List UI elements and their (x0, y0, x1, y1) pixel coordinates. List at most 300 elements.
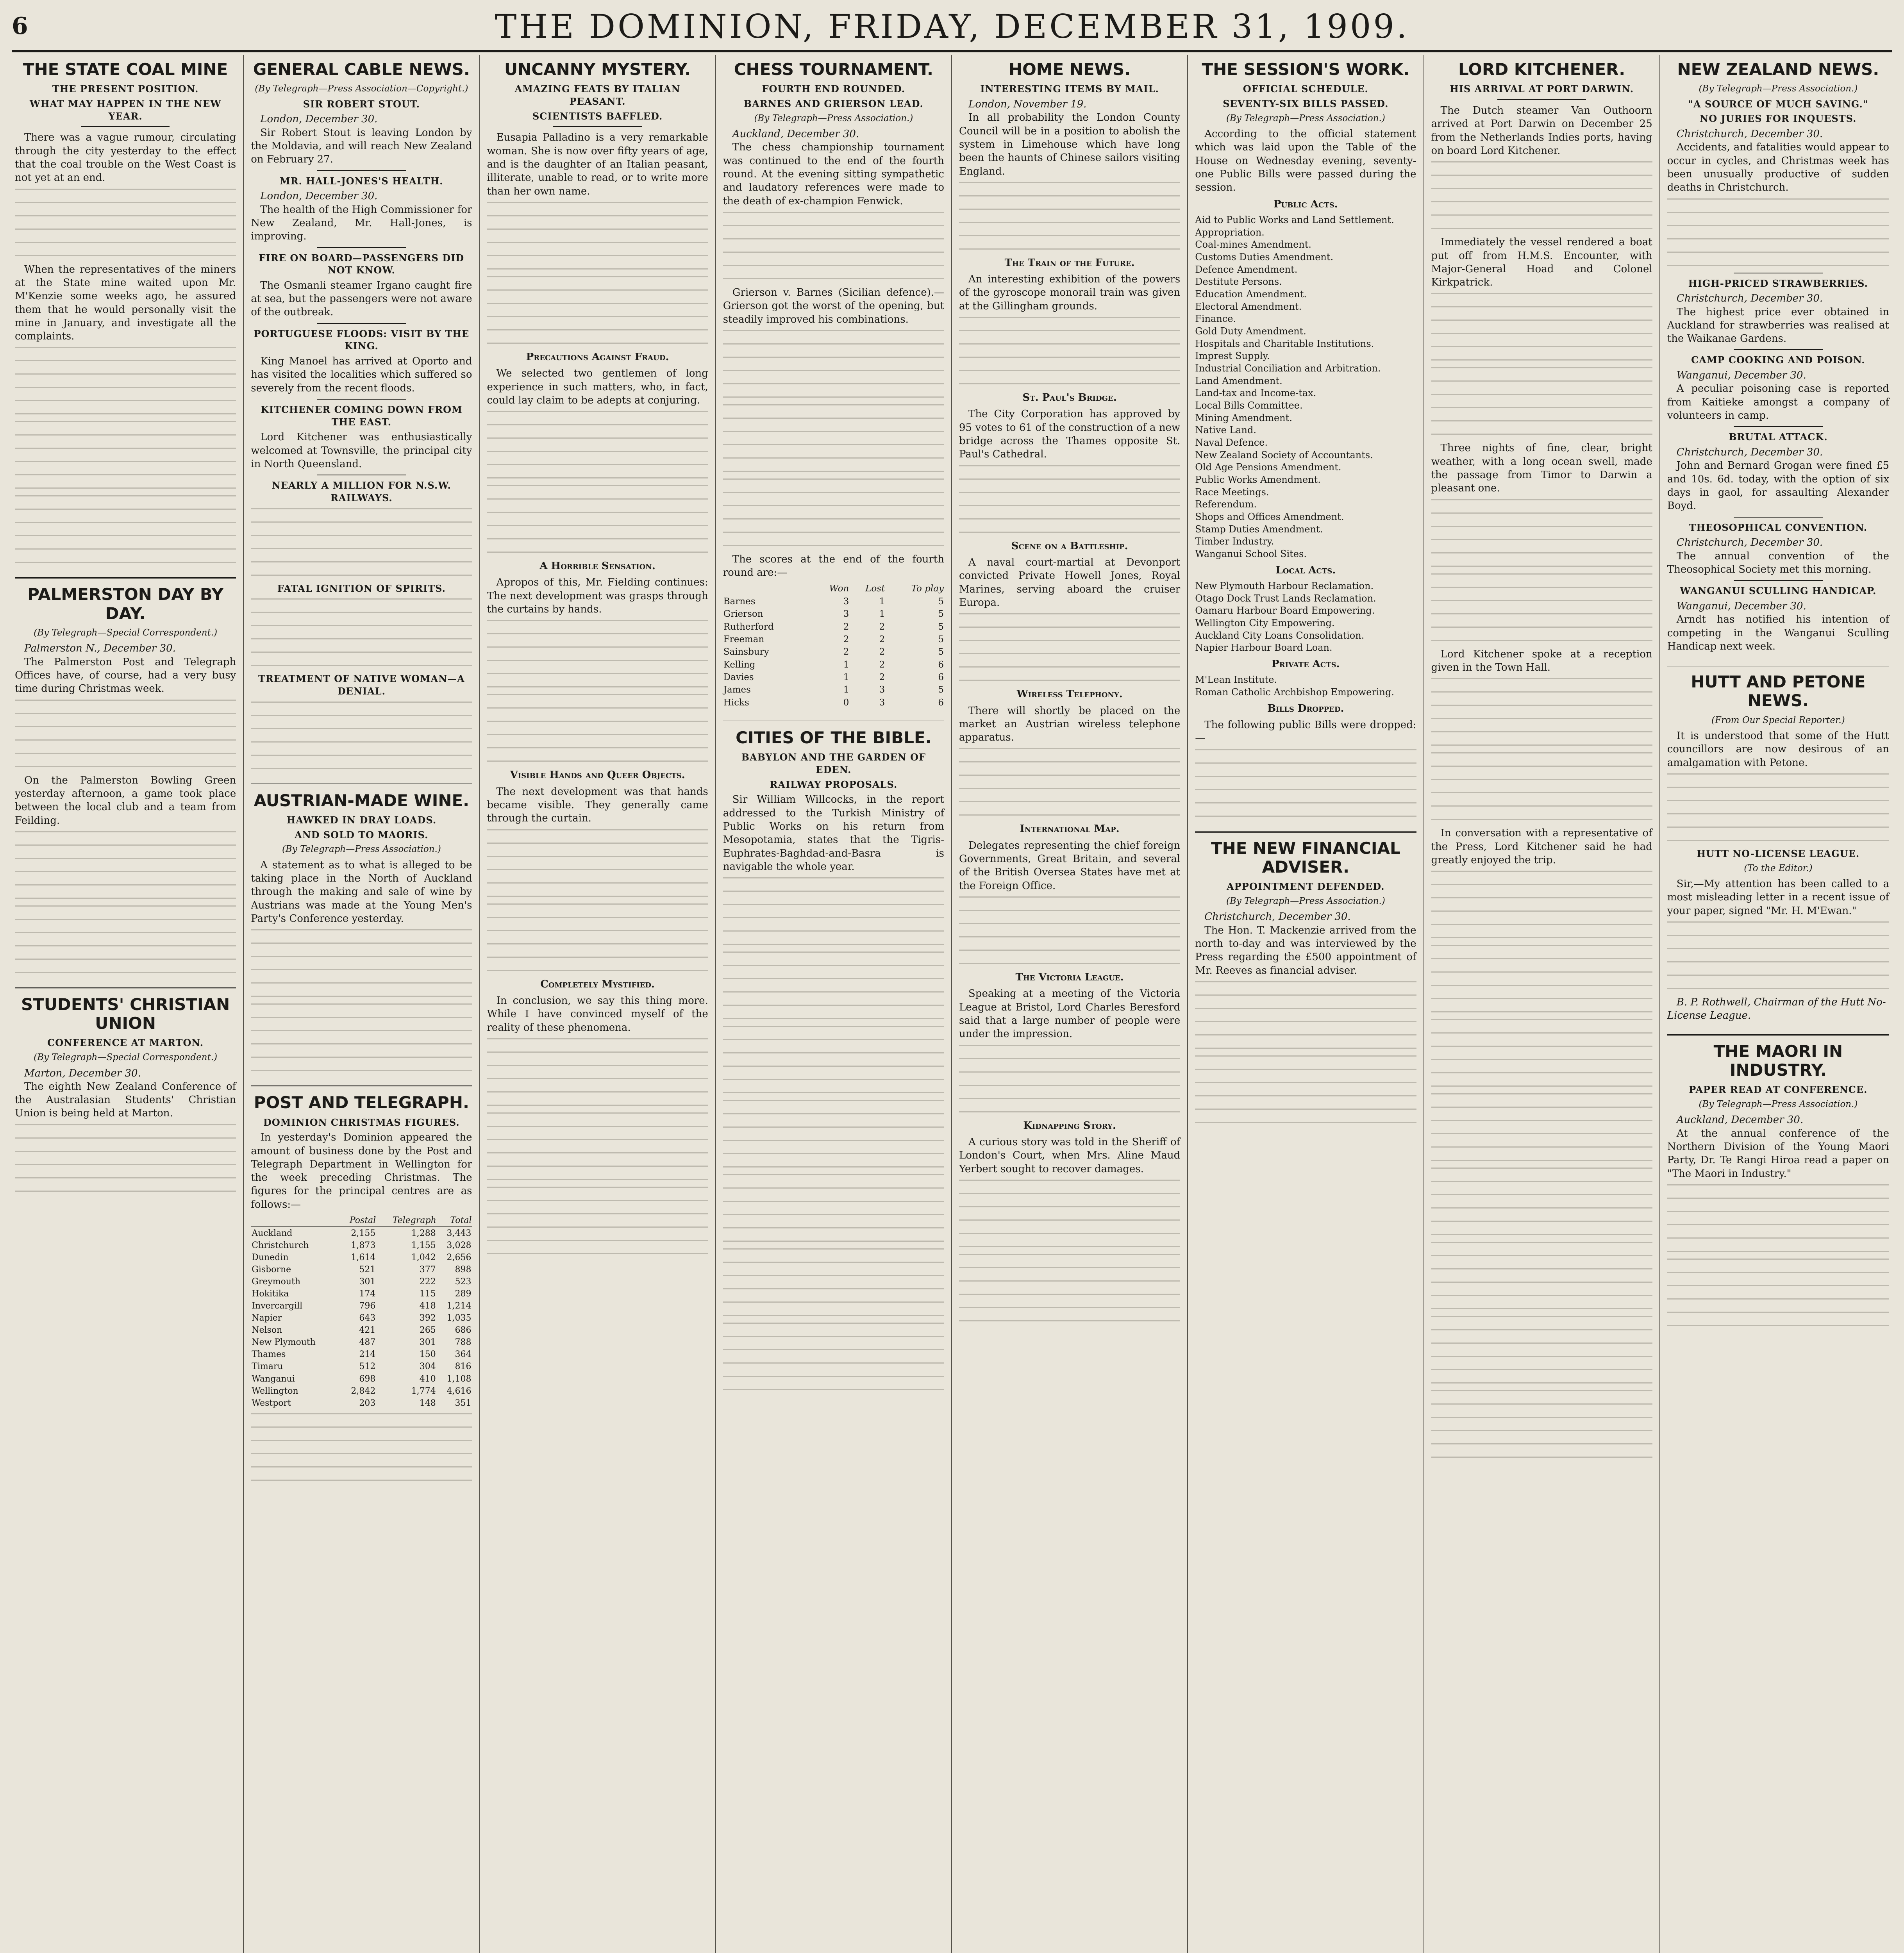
section-divider (15, 987, 236, 989)
table-row (251, 1227, 472, 1239)
table-cell: 5 (938, 634, 944, 644)
list-item: Napier Harbour Board Loan. (1195, 642, 1332, 653)
story-chess-tournament (723, 60, 944, 709)
table-cell: 2 (843, 647, 849, 657)
paragraph: The Osmanli steamer Irgano caught fire at sea, but the passengers were not aware of the outbreak. (251, 279, 472, 318)
list-item: Wanganui School Sites. (1195, 548, 1307, 560)
column-header: Won (829, 584, 849, 594)
list-item: Defence Amendment. (1195, 264, 1298, 275)
section-divider (251, 784, 472, 785)
body-text-lines (15, 421, 236, 491)
paragraph: The Hon. T. Mackenzie arrived from the north to-day and was interviewed by the Press regarding the £500 appointment of Mr. Reeves as financial adviser. (1195, 924, 1416, 976)
subheadline: PAPER READ AT CONFERENCE. (1689, 1084, 1868, 1096)
story-home-news (959, 60, 1180, 1324)
table-cell: 4,616 (447, 1386, 472, 1396)
body-text-lines (723, 212, 944, 282)
story-maori-in-industry (1667, 1042, 1889, 1329)
column-header: Total (437, 1214, 472, 1227)
body-text-lines (723, 952, 944, 1022)
table-row (723, 621, 944, 633)
table-cell: 6 (938, 697, 944, 708)
table-cell: 174 (359, 1289, 376, 1299)
table-cell: 3 (843, 609, 849, 619)
table-row (251, 1264, 472, 1276)
section-head: Scene on a Battleship. (1011, 540, 1128, 552)
paragraph: Three nights of fine, clear, bright weather, with a long ocean swell, made the passage from Timor to Darwin a pleasant one. (1431, 442, 1652, 494)
table-cell: Hicks (723, 697, 749, 708)
table-cell: 0 (843, 697, 849, 708)
story-sessions-work (1195, 60, 1416, 819)
body-text-lines (1431, 1316, 1652, 1386)
headline: PALMERSTON DAY BY DAY. (27, 585, 224, 623)
list-item: New Zealand Society of Accountants. (1195, 449, 1373, 461)
table-row (723, 684, 944, 696)
subheadline: AMAZING FEATS BY ITALIAN PEASANT. (514, 83, 681, 107)
body-text-lines (251, 1003, 472, 1074)
paragraph: According to the official statement which was laid upon the Table of the House on Wednesday evening, seventy-one Public Bills were passed during the session. (1195, 128, 1416, 194)
body-text-lines (487, 694, 708, 764)
table-cell: 5 (938, 609, 944, 619)
paragraph: Sir William Willcocks, in the report addressed to the Turkish Ministry of Public Works on his return from Mesopotamia, states that the Tigris-Euphrates-Baghdad-and-Basra is navigable the whole year. (723, 794, 944, 873)
table-cell: 2 (843, 634, 849, 644)
list-item: Imprest Supply. (1195, 350, 1270, 362)
list-item: Mining Amendment. (1195, 412, 1292, 423)
byline: (By Telegraph—Press Association.) (282, 844, 441, 855)
body-text-lines (959, 465, 1180, 536)
body-text-lines (15, 347, 236, 417)
body-text-lines (723, 478, 944, 549)
table-cell: 301 (419, 1337, 436, 1348)
subheadline: FOURTH END ROUNDED. (762, 83, 906, 95)
body-text-lines (1431, 161, 1652, 232)
paragraph: The next development was that hands became visible. They generally came through the curtain. (487, 785, 708, 825)
table-cell: Freeman (723, 634, 764, 644)
body-text-lines (1431, 1168, 1652, 1238)
dateline: London, December 30. (260, 190, 378, 202)
paragraph: The highest price ever obtained in Auckland for strawberries was realised at the Waikanae Gardens. (1667, 306, 1889, 345)
table-cell: Christchurch (252, 1241, 309, 1251)
table-cell: Kelling (723, 659, 756, 670)
table-cell: 1,288 (411, 1228, 436, 1239)
section-head: The Victoria League. (1015, 971, 1124, 984)
table-cell: Auckland (252, 1228, 293, 1239)
table-row (251, 1251, 472, 1264)
body-text-lines (487, 1112, 708, 1183)
section-head: Bills Dropped. (1267, 702, 1344, 714)
headline: HUTT AND PETONE NEWS. (1691, 672, 1866, 711)
body-text-lines (1431, 367, 1652, 437)
table-cell: 377 (419, 1265, 436, 1275)
paragraph: The following public Bills were dropped:— (1195, 719, 1416, 744)
dateline: Wanganui, December 30. (1676, 600, 1806, 612)
item-head: PORTUGUESE FLOODS: VISIT BY THE KING. (254, 328, 470, 352)
table-cell: 2 (879, 672, 885, 682)
item-subhead: NO JURIES FOR INQUESTS. (1700, 113, 1857, 125)
subheadline: RAILWAY PROPOSALS. (770, 778, 898, 790)
story-new-zealand-news (1667, 60, 1889, 653)
table-cell: 1,108 (447, 1374, 472, 1384)
item-head: HUTT NO-LICENSE LEAGUE. (1697, 848, 1860, 860)
column-header: To play (911, 584, 944, 594)
table-row (251, 1276, 472, 1288)
paragraph: Sir,—My attention has been called to a most misleading letter in a recent issue of your paper, signed "Mr. H. M'Ewan." (1667, 878, 1889, 917)
body-text-lines (959, 182, 1180, 252)
byline: (By Telegraph—Press Association.) (1226, 113, 1385, 123)
subheadline: BARNES AND GRIERSON LEAD. (743, 98, 923, 109)
body-text-lines (15, 831, 236, 902)
list-item: Education Amendment. (1195, 288, 1307, 300)
story-post-and-telegraph (251, 1093, 472, 1483)
dateline: Marton, December 30. (24, 1067, 141, 1079)
table-cell: 2 (879, 621, 885, 632)
table-row (251, 1385, 472, 1397)
paragraph: A curious story was told in the Sheriff of London's Court, when Mrs. Aline Maud Yerbert sought to recover damages. (959, 1136, 1181, 1175)
table-cell: 1,873 (351, 1241, 376, 1251)
list-item: Hospitals and Charitable Institutions. (1195, 338, 1374, 349)
table-cell: Nelson (252, 1325, 282, 1335)
table-cell: Hokitika (252, 1289, 289, 1299)
paragraph: The City Corporation has approved by 95 votes to 61 of the construction of a new bridge across the Thames opposite St. Paul's Cathedral. (959, 408, 1181, 461)
divider (1497, 99, 1586, 100)
divider (317, 323, 406, 324)
dateline: Christchurch, December 30. (1676, 128, 1823, 140)
table-cell: 1,614 (351, 1253, 376, 1263)
list-item: Land Amendment. (1195, 375, 1282, 386)
section-head: Public Acts. (1273, 198, 1338, 210)
body-text-lines (251, 929, 472, 1000)
columns (8, 55, 1896, 1953)
byline: (From Our Special Reporter.) (1711, 715, 1845, 725)
byline: (By Telegraph—Press Association.) (754, 113, 913, 123)
table-cell: 2,656 (447, 1253, 472, 1263)
headline: CHESS TOURNAMENT. (734, 60, 933, 79)
body-text-lines (1431, 678, 1652, 748)
body-text-lines (723, 1174, 944, 1244)
table-cell: 796 (359, 1301, 376, 1311)
divider (317, 170, 406, 171)
table-cell: Westport (252, 1398, 291, 1408)
list-item: M'Lean Institute. (1195, 674, 1277, 686)
table-cell: Gisborne (252, 1265, 291, 1275)
byline: (By Telegraph—Press Association.) (1699, 1099, 1858, 1109)
dateline: Christchurch, December 30. (1676, 293, 1823, 305)
dateline: London, November 19. (968, 98, 1087, 110)
body-text-lines (1431, 1390, 1652, 1460)
list-item: Appropriation. (1195, 227, 1265, 238)
body-text-lines (487, 411, 708, 481)
paragraph: Apropos of this, Mr. Fielding continues: The next development was grasps through the curtains by hands. (487, 577, 708, 616)
body-text-lines (723, 404, 944, 475)
body-text-lines (487, 620, 708, 690)
byline: (By Telegraph—Press Association.) (1699, 84, 1858, 94)
divider (553, 126, 642, 127)
item-head: TREATMENT OF NATIVE WOMAN—A DENIAL. (258, 673, 465, 697)
body-text-lines (487, 1187, 708, 1257)
paragraph: Grierson v. Barnes (Sicilian defence).—Grierson got the worst of the opening, but steadily improved his combinations. (723, 286, 944, 325)
list-item: New Plymouth Harbour Reclamation. (1195, 580, 1374, 591)
section-head: A Horrible Sensation. (539, 560, 656, 572)
body-text-lines (1431, 573, 1652, 644)
table-row (251, 1397, 472, 1409)
table-cell: 5 (938, 621, 944, 632)
subheadline: SEVENTY-SIX BILLS PASSED. (1223, 98, 1389, 109)
subheadline: SCIENTISTS BAFFLED. (532, 110, 663, 122)
divider (1734, 517, 1822, 518)
body-text-lines (487, 1038, 708, 1109)
table-cell: 214 (359, 1350, 376, 1360)
subheadline: INTERESTING ITEMS BY MAIL. (980, 83, 1159, 95)
table-cell: Davies (723, 672, 754, 682)
table-cell: New Plymouth (252, 1337, 316, 1348)
body-text-lines (15, 189, 236, 259)
subheadline: BABYLON AND THE GARDEN OF EDEN. (741, 752, 926, 775)
section-divider (1667, 665, 1889, 666)
table-row (251, 1300, 472, 1312)
paragraph: The eighth New Zealand Conference of the Australasian Students' Christian Union is being held at Marton. (15, 1080, 236, 1119)
paragraph: The Palmerston Post and Telegraph Offices have, of course, had a very busy time during Christmas week. (15, 656, 236, 695)
list-item: Native Land. (1195, 425, 1256, 436)
table-cell: Napier (252, 1313, 282, 1323)
item-head: FATAL IGNITION OF SPIRITS. (277, 582, 446, 594)
table-cell: 1 (843, 685, 849, 695)
column-6 (1188, 55, 1424, 1953)
table-cell: 2,155 (351, 1228, 376, 1239)
table-cell: 265 (419, 1325, 436, 1335)
subheadline: HIS ARRIVAL AT PORT DARWIN. (1450, 83, 1634, 95)
paragraph: It is understood that some of the Hutt councillors are now desirous of an amalgamation with Petone. (1667, 730, 1889, 769)
table-cell: 5 (938, 647, 944, 657)
column-8 (1660, 55, 1896, 1953)
table-cell: 6 (938, 672, 944, 682)
table-cell: 5 (938, 685, 944, 695)
section-divider (1667, 1034, 1889, 1036)
byline: (By Telegraph—Press Association.) (1226, 896, 1385, 906)
table-cell: 3 (879, 685, 885, 695)
list-item: Electoral Amendment. (1195, 301, 1302, 312)
list-item: Customs Duties Amendment. (1195, 251, 1334, 262)
table-cell: 523 (455, 1277, 472, 1287)
paragraph: John and Bernard Grogan were fined £5 and 10s. 6d. today, with the option of six days in gaol, for assaulting Alexander Boyd. (1667, 460, 1889, 512)
dateline: Wanganui, December 30. (1676, 370, 1806, 382)
paragraph: Sir Robert Stout is leaving London by the Moldavia, and will reach New Zealand on February 27. (251, 127, 472, 166)
table-cell: 3 (843, 596, 849, 607)
public-acts-list (1195, 214, 1416, 561)
body-text-lines (959, 1045, 1180, 1115)
table-cell: Sainsbury (723, 647, 769, 657)
byline: (By Telegraph—Special Correspondent.) (34, 1052, 218, 1063)
headline: THE NEW FINANCIAL ADVISER. (1211, 838, 1400, 877)
list-item: Referendum. (1195, 499, 1257, 510)
story-austrian-wine (251, 791, 472, 1074)
list-item: Stamp Duties Amendment. (1195, 523, 1323, 535)
paragraph: A statement as to what is alleged to be taking place in the North of Auckland through the making and sale of wine by Austrians was made at the Young Men's Party's Conference yesterday. (251, 859, 472, 925)
section-head: Precautions Against Fraud. (526, 351, 669, 363)
table-cell: 421 (359, 1325, 376, 1335)
column-header (251, 1214, 339, 1227)
table-cell: Barnes (723, 596, 756, 607)
dateline: Christchurch, December 30. (1676, 446, 1823, 459)
story-students (15, 995, 236, 1194)
list-item: Oamaru Harbour Board Empowering. (1195, 605, 1375, 616)
table-cell: 2 (879, 659, 885, 670)
paragraph: A naval court-martial at Devonport convicted Private Howell Jones, Royal Marines, serving aboard the cruiser Europa. (959, 556, 1181, 609)
body-text-lines (1667, 1184, 1889, 1255)
body-text-lines (1667, 1259, 1889, 1329)
table-cell: 643 (359, 1313, 376, 1323)
table-cell: 5 (938, 596, 944, 607)
table-cell: 2 (843, 621, 849, 632)
table-row (723, 671, 944, 684)
table-cell: 686 (455, 1325, 472, 1335)
paragraph: The health of the High Commissioner for New Zealand, Mr. Hall-Jones, is improving. (251, 204, 472, 243)
headline: THE STATE COAL MINE (23, 60, 228, 79)
list-item: Local Bills Committee. (1195, 400, 1303, 411)
section-divider (15, 577, 236, 579)
body-text-lines (1431, 945, 1652, 1015)
subheadline: THE PRESENT POSITION. (52, 83, 199, 95)
table-cell: Rutherford (723, 621, 774, 632)
column-5 (952, 55, 1188, 1953)
section-head: St. Paul's Bridge. (1022, 392, 1117, 404)
table-cell: 410 (419, 1374, 436, 1384)
table-cell: 788 (455, 1337, 472, 1348)
section-divider (1195, 831, 1416, 833)
subheadline: AND SOLD TO MAORIS. (295, 829, 429, 841)
story-state-coal-mine (15, 60, 236, 566)
paragraph: At the annual conference of the Northern Division of the Young Maori Party, Dr. Te Rangi Hiroa read a paper on "The Maori in Industry." (1667, 1127, 1889, 1180)
subheadline: OFFICIAL SCHEDULE. (1243, 83, 1368, 95)
table-row (723, 608, 944, 620)
table-row (723, 659, 944, 671)
story-palmerston (15, 585, 236, 975)
subheadline: CONFERENCE AT MARTON. (47, 1037, 204, 1049)
column-4 (716, 55, 952, 1953)
table-cell: Dunedin (252, 1253, 289, 1263)
table-cell: 3,028 (447, 1241, 472, 1251)
body-text-lines (959, 317, 1180, 387)
chess-scores-table (723, 582, 944, 709)
table-cell: 1,155 (411, 1241, 436, 1251)
section-head: Kidnapping Story. (1023, 1119, 1116, 1132)
list-item: Aid to Public Works and Land Settlement. (1195, 214, 1394, 225)
item-head: NEARLY A MILLION FOR N.S.W. RAILWAYS. (271, 480, 451, 504)
paragraph: Arndt has notified his intention of competing in the Wanganui Sculling Handicap next week. (1667, 614, 1889, 652)
section-divider (723, 721, 944, 722)
paragraph: In conversation with a representative of the Press, Lord Kitchener said he had greatly enjoyed the trip. (1431, 827, 1652, 866)
table-cell: 351 (455, 1398, 472, 1408)
body-text-lines (487, 276, 708, 346)
story-general-cable-news (251, 60, 472, 772)
list-item: Roman Catholic Archbishop Empowering. (1195, 687, 1394, 698)
table-cell: 816 (455, 1362, 472, 1372)
story-financial-adviser (1195, 839, 1416, 1126)
private-acts-list (1195, 674, 1416, 698)
table-cell: 304 (419, 1362, 436, 1372)
body-text-lines (251, 508, 472, 578)
table-cell: James (723, 685, 751, 695)
body-text-lines (487, 903, 708, 974)
byline: (By Telegraph—Press Association—Copyright.) (255, 84, 468, 94)
table-cell: 203 (359, 1398, 376, 1408)
item-head: HIGH-PRICED STRAWBERRIES. (1688, 277, 1868, 289)
byline: (By Telegraph—Special Correspondent.) (34, 628, 218, 638)
paragraph: The scores at the end of the fourth round are:— (723, 553, 944, 579)
paragraph: On the Palmerston Bowling Green yesterday afternoon, a game took place between the local club and a team from Feilding. (15, 774, 236, 827)
masthead-title: THE DOMINION, FRIDAY, DECEMBER 31, 1909. (495, 7, 1409, 46)
list-item: Land-tax and Income-tax. (1195, 387, 1316, 399)
body-text-lines (1431, 871, 1652, 941)
table-row (251, 1373, 472, 1385)
page-number: 6 (12, 12, 28, 40)
body-text-lines (959, 748, 1180, 818)
dateline: Auckland, December 30. (1676, 1114, 1804, 1126)
paragraph: In yesterday's Dominion appeared the amount of business done by the Post and Telegraph Department in Wellington for the week preceding Christmas. The figures for the principal centres are as follows:— (251, 1132, 472, 1210)
local-acts-list (1195, 580, 1416, 654)
body-text-lines (1195, 981, 1416, 1051)
table-row (251, 1360, 472, 1373)
body-text-lines (723, 1248, 944, 1319)
body-text-lines (15, 495, 236, 566)
body-text-lines (959, 613, 1180, 684)
body-text-lines (723, 1100, 944, 1170)
body-text-lines (723, 1026, 944, 1096)
paragraph: Delegates representing the chief foreign Governments, Great Britain, and several of the British Oversea States have met at the Foreign Office. (959, 839, 1181, 892)
headline: NEW ZEALAND NEWS. (1677, 60, 1879, 79)
dateline: Auckland, December 30. (732, 128, 859, 140)
subheadline: DOMINION CHRISTMAS FIGURES. (263, 1116, 460, 1128)
list-item: Shops and Offices Amendment. (1195, 511, 1344, 522)
post-figures-table (251, 1214, 472, 1409)
headline: LORD KITCHENER. (1458, 60, 1625, 79)
body-text-lines (1667, 198, 1889, 269)
column-3 (480, 55, 716, 1953)
column-2 (244, 55, 480, 1953)
body-text-lines (1431, 752, 1652, 823)
table-cell: 1 (879, 596, 885, 607)
table-cell: Timaru (252, 1362, 283, 1372)
table-cell: 487 (359, 1337, 376, 1348)
divider (1734, 580, 1822, 581)
column-header: Lost (865, 584, 885, 594)
divider (1734, 426, 1822, 427)
headline: GENERAL CABLE NEWS. (253, 60, 470, 79)
paragraph: An interesting exhibition of the powers of the gyroscope monorail train was given at the Gillingham grounds. (959, 273, 1181, 312)
paragraph: The chess championship tournament was continued to the end of the fourth round. At the evening sitting sympathetic and laudatory references were made to the death of ex-champion Fenwick. (723, 141, 944, 207)
table-cell: 2 (879, 647, 885, 657)
body-text-lines (487, 829, 708, 900)
paragraph: There was a vague rumour, circulating through the city yesterday to the effect that the coal trouble on the West Coast is not yet at an end. (15, 132, 236, 184)
body-text-lines (1195, 749, 1416, 819)
body-text-lines (15, 700, 236, 770)
table-cell: 392 (419, 1313, 436, 1323)
body-text-lines (487, 485, 708, 555)
item-head: THEOSOPHICAL CONVENTION. (1689, 521, 1868, 533)
table-row (723, 633, 944, 646)
headline: UNCANNY MYSTERY. (504, 60, 691, 79)
item-head: CAMP COOKING AND POISON. (1691, 354, 1865, 366)
paragraph: In all probability the London County Council will be in a position to abolish the system in Limehouse which have long been the haunts of Chinese sailors visiting England. (959, 112, 1181, 177)
table-row (251, 1348, 472, 1360)
body-text-lines (959, 1180, 1180, 1250)
paragraph: Lord Kitchener spoke at a reception given in the Town Hall. (1431, 648, 1652, 674)
list-item: Timber Industry. (1195, 536, 1274, 547)
headline: POST AND TELEGRAPH. (254, 1093, 469, 1112)
table-cell: 148 (419, 1398, 436, 1408)
section-head: Local Acts. (1275, 564, 1336, 576)
item-head: KITCHENER COMING DOWN FROM THE EAST. (261, 404, 463, 428)
table-cell: 3 (879, 697, 885, 708)
item-head: SIR ROBERT STOUT. (303, 98, 420, 110)
